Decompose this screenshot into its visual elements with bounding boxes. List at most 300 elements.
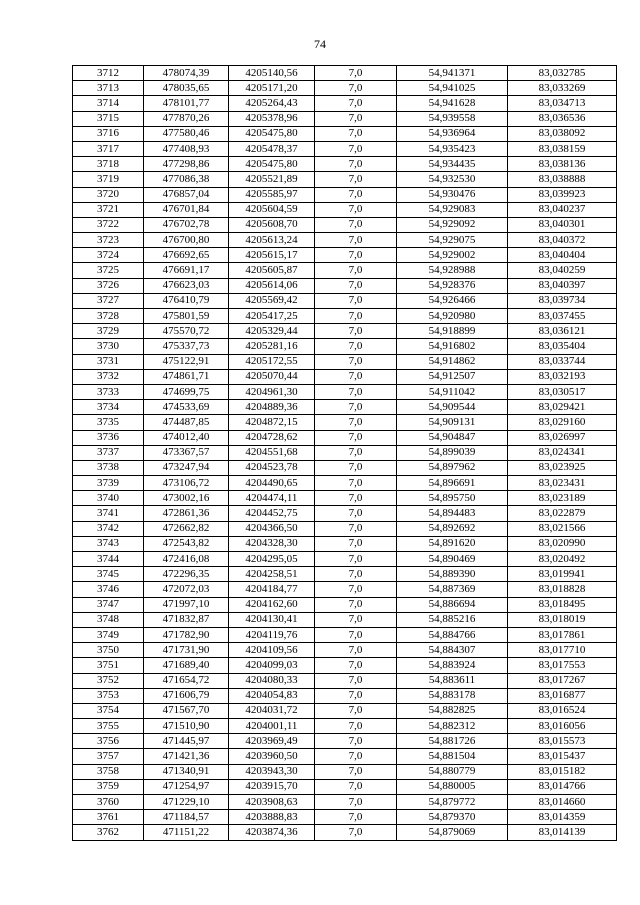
height-cell: 7,0	[315, 825, 397, 840]
table-row	[73, 567, 617, 582]
y-coordinate-cell: 4204728,62	[229, 430, 315, 445]
point-number-cell: 3758	[73, 764, 144, 779]
point-number-cell: 3722	[73, 217, 144, 232]
point-number-cell: 3753	[73, 688, 144, 703]
table-row	[73, 324, 617, 339]
latitude-cell: 54,935423	[397, 141, 508, 156]
y-coordinate-cell: 4204452,75	[229, 506, 315, 521]
longitude-cell: 83,040372	[508, 233, 617, 248]
point-number-cell: 3735	[73, 415, 144, 430]
point-number-cell: 3748	[73, 612, 144, 627]
longitude-cell: 83,040397	[508, 278, 617, 293]
longitude-cell: 83,015573	[508, 734, 617, 749]
height-cell: 7,0	[315, 795, 397, 810]
height-cell: 7,0	[315, 521, 397, 536]
latitude-cell: 54,883611	[397, 673, 508, 688]
table-row	[73, 400, 617, 415]
table-row	[73, 476, 617, 491]
table-row	[73, 764, 617, 779]
y-coordinate-cell: 4204551,68	[229, 445, 315, 460]
table-row	[73, 810, 617, 825]
y-coordinate-cell: 4204474,11	[229, 491, 315, 506]
latitude-cell: 54,886694	[397, 597, 508, 612]
y-coordinate-cell: 4204099,03	[229, 658, 315, 673]
x-coordinate-cell: 472072,03	[144, 582, 229, 597]
x-coordinate-cell: 471782,90	[144, 627, 229, 642]
height-cell: 7,0	[315, 172, 397, 187]
height-cell: 7,0	[315, 248, 397, 263]
longitude-cell: 83,040237	[508, 202, 617, 217]
height-cell: 7,0	[315, 141, 397, 156]
x-coordinate-cell: 471997,10	[144, 597, 229, 612]
y-coordinate-cell: 4205608,70	[229, 217, 315, 232]
y-coordinate-cell: 4205329,44	[229, 324, 315, 339]
point-number-cell: 3721	[73, 202, 144, 217]
height-cell: 7,0	[315, 582, 397, 597]
point-number-cell: 3736	[73, 430, 144, 445]
point-number-cell: 3740	[73, 491, 144, 506]
longitude-cell: 83,038136	[508, 157, 617, 172]
point-number-cell: 3719	[73, 172, 144, 187]
longitude-cell: 83,016877	[508, 688, 617, 703]
table-row	[73, 536, 617, 551]
y-coordinate-cell: 4205475,80	[229, 157, 315, 172]
y-coordinate-cell: 4205614,06	[229, 278, 315, 293]
table-row	[73, 627, 617, 642]
height-cell: 7,0	[315, 491, 397, 506]
latitude-cell: 54,881504	[397, 749, 508, 764]
longitude-cell: 83,023925	[508, 460, 617, 475]
y-coordinate-cell: 4205140,56	[229, 66, 315, 81]
table-row	[73, 263, 617, 278]
y-coordinate-cell: 4204130,41	[229, 612, 315, 627]
x-coordinate-cell: 473367,57	[144, 445, 229, 460]
longitude-cell: 83,029160	[508, 415, 617, 430]
x-coordinate-cell: 471731,90	[144, 643, 229, 658]
point-number-cell: 3759	[73, 779, 144, 794]
point-number-cell: 3718	[73, 157, 144, 172]
height-cell: 7,0	[315, 719, 397, 734]
longitude-cell: 83,039923	[508, 187, 617, 202]
latitude-cell: 54,879772	[397, 795, 508, 810]
longitude-cell: 83,023189	[508, 491, 617, 506]
longitude-cell: 83,017267	[508, 673, 617, 688]
point-number-cell: 3738	[73, 460, 144, 475]
latitude-cell: 54,890469	[397, 552, 508, 567]
longitude-cell: 83,018019	[508, 612, 617, 627]
table-row	[73, 795, 617, 810]
height-cell: 7,0	[315, 460, 397, 475]
height-cell: 7,0	[315, 597, 397, 612]
height-cell: 7,0	[315, 552, 397, 567]
x-coordinate-cell: 472861,36	[144, 506, 229, 521]
y-coordinate-cell: 4204119,76	[229, 627, 315, 642]
x-coordinate-cell: 477870,26	[144, 111, 229, 126]
latitude-cell: 54,882825	[397, 703, 508, 718]
longitude-cell: 83,016524	[508, 703, 617, 718]
table-row	[73, 217, 617, 232]
height-cell: 7,0	[315, 476, 397, 491]
latitude-cell: 54,929075	[397, 233, 508, 248]
longitude-cell: 83,040301	[508, 217, 617, 232]
x-coordinate-cell: 475570,72	[144, 324, 229, 339]
table-row	[73, 612, 617, 627]
table-row	[73, 111, 617, 126]
height-cell: 7,0	[315, 309, 397, 324]
x-coordinate-cell: 474487,85	[144, 415, 229, 430]
height-cell: 7,0	[315, 764, 397, 779]
point-number-cell: 3739	[73, 476, 144, 491]
latitude-cell: 54,930476	[397, 187, 508, 202]
y-coordinate-cell: 4204328,30	[229, 536, 315, 551]
table-row	[73, 491, 617, 506]
longitude-cell: 83,030517	[508, 384, 617, 399]
table-row	[73, 157, 617, 172]
point-number-cell: 3743	[73, 536, 144, 551]
y-coordinate-cell: 4203969,49	[229, 734, 315, 749]
point-number-cell: 3757	[73, 749, 144, 764]
point-number-cell: 3746	[73, 582, 144, 597]
height-cell: 7,0	[315, 66, 397, 81]
x-coordinate-cell: 473106,72	[144, 476, 229, 491]
point-number-cell: 3744	[73, 552, 144, 567]
latitude-cell: 54,909544	[397, 400, 508, 415]
y-coordinate-cell: 4204295,05	[229, 552, 315, 567]
point-number-cell: 3712	[73, 66, 144, 81]
latitude-cell: 54,880779	[397, 764, 508, 779]
x-coordinate-cell: 474699,75	[144, 384, 229, 399]
x-coordinate-cell: 476857,04	[144, 187, 229, 202]
y-coordinate-cell: 4204366,50	[229, 521, 315, 536]
latitude-cell: 54,891620	[397, 536, 508, 551]
latitude-cell: 54,911042	[397, 384, 508, 399]
y-coordinate-cell: 4205417,25	[229, 309, 315, 324]
point-number-cell: 3737	[73, 445, 144, 460]
height-cell: 7,0	[315, 233, 397, 248]
longitude-cell: 83,024341	[508, 445, 617, 460]
x-coordinate-cell: 475122,91	[144, 354, 229, 369]
longitude-cell: 83,040404	[508, 248, 617, 263]
x-coordinate-cell: 471421,36	[144, 749, 229, 764]
point-number-cell: 3732	[73, 369, 144, 384]
point-number-cell: 3725	[73, 263, 144, 278]
point-number-cell: 3717	[73, 141, 144, 156]
table-row	[73, 202, 617, 217]
longitude-cell: 83,036536	[508, 111, 617, 126]
height-cell: 7,0	[315, 278, 397, 293]
table-row	[73, 96, 617, 111]
table-row	[73, 703, 617, 718]
y-coordinate-cell: 4204258,51	[229, 567, 315, 582]
y-coordinate-cell: 4204872,15	[229, 415, 315, 430]
point-number-cell: 3745	[73, 567, 144, 582]
longitude-cell: 83,014139	[508, 825, 617, 840]
y-coordinate-cell: 4204490,65	[229, 476, 315, 491]
y-coordinate-cell: 4204080,33	[229, 673, 315, 688]
longitude-cell: 83,038888	[508, 172, 617, 187]
latitude-cell: 54,929002	[397, 248, 508, 263]
height-cell: 7,0	[315, 369, 397, 384]
longitude-cell: 83,038159	[508, 141, 617, 156]
height-cell: 7,0	[315, 384, 397, 399]
height-cell: 7,0	[315, 111, 397, 126]
x-coordinate-cell: 472543,82	[144, 536, 229, 551]
longitude-cell: 83,017553	[508, 658, 617, 673]
longitude-cell: 83,016056	[508, 719, 617, 734]
longitude-cell: 83,032785	[508, 66, 617, 81]
latitude-cell: 54,916802	[397, 339, 508, 354]
x-coordinate-cell: 471254,97	[144, 779, 229, 794]
table-row	[73, 552, 617, 567]
x-coordinate-cell: 476692,65	[144, 248, 229, 263]
point-number-cell: 3720	[73, 187, 144, 202]
x-coordinate-cell: 474861,71	[144, 369, 229, 384]
y-coordinate-cell: 4203960,50	[229, 749, 315, 764]
point-number-cell: 3714	[73, 96, 144, 111]
point-number-cell: 3729	[73, 324, 144, 339]
x-coordinate-cell: 471510,90	[144, 719, 229, 734]
point-number-cell: 3754	[73, 703, 144, 718]
longitude-cell: 83,017710	[508, 643, 617, 658]
y-coordinate-cell: 4205478,37	[229, 141, 315, 156]
coordinates-table	[72, 65, 617, 841]
table-row	[73, 248, 617, 263]
height-cell: 7,0	[315, 157, 397, 172]
table-row	[73, 719, 617, 734]
longitude-cell: 83,020990	[508, 536, 617, 551]
table-row	[73, 582, 617, 597]
y-coordinate-cell: 4205172,55	[229, 354, 315, 369]
x-coordinate-cell: 476691,17	[144, 263, 229, 278]
latitude-cell: 54,897962	[397, 460, 508, 475]
x-coordinate-cell: 472416,08	[144, 552, 229, 567]
latitude-cell: 54,894483	[397, 506, 508, 521]
table-row	[73, 734, 617, 749]
latitude-cell: 54,883924	[397, 658, 508, 673]
latitude-cell: 54,880005	[397, 779, 508, 794]
table-row	[73, 384, 617, 399]
longitude-cell: 83,033269	[508, 81, 617, 96]
height-cell: 7,0	[315, 627, 397, 642]
latitude-cell: 54,918899	[397, 324, 508, 339]
latitude-cell: 54,929083	[397, 202, 508, 217]
x-coordinate-cell: 478035,65	[144, 81, 229, 96]
x-coordinate-cell: 476701,84	[144, 202, 229, 217]
point-number-cell: 3728	[73, 309, 144, 324]
longitude-cell: 83,015182	[508, 764, 617, 779]
latitude-cell: 54,879069	[397, 825, 508, 840]
height-cell: 7,0	[315, 339, 397, 354]
height-cell: 7,0	[315, 354, 397, 369]
x-coordinate-cell: 471184,57	[144, 810, 229, 825]
height-cell: 7,0	[315, 536, 397, 551]
table-row	[73, 688, 617, 703]
y-coordinate-cell: 4205475,80	[229, 126, 315, 141]
height-cell: 7,0	[315, 688, 397, 703]
longitude-cell: 83,039734	[508, 293, 617, 308]
y-coordinate-cell: 4205378,96	[229, 111, 315, 126]
y-coordinate-cell: 4203908,63	[229, 795, 315, 810]
table-row	[73, 369, 617, 384]
y-coordinate-cell: 4204184,77	[229, 582, 315, 597]
y-coordinate-cell: 4204961,30	[229, 384, 315, 399]
y-coordinate-cell: 4203874,36	[229, 825, 315, 840]
point-number-cell: 3761	[73, 810, 144, 825]
coordinates-table-body	[73, 66, 617, 841]
point-number-cell: 3749	[73, 627, 144, 642]
latitude-cell: 54,904847	[397, 430, 508, 445]
table-row	[73, 278, 617, 293]
longitude-cell: 83,033744	[508, 354, 617, 369]
point-number-cell: 3750	[73, 643, 144, 658]
y-coordinate-cell: 4204109,56	[229, 643, 315, 658]
x-coordinate-cell: 472662,82	[144, 521, 229, 536]
table-row	[73, 66, 617, 81]
height-cell: 7,0	[315, 126, 397, 141]
point-number-cell: 3733	[73, 384, 144, 399]
latitude-cell: 54,934435	[397, 157, 508, 172]
point-number-cell: 3734	[73, 400, 144, 415]
latitude-cell: 54,928988	[397, 263, 508, 278]
latitude-cell: 54,883178	[397, 688, 508, 703]
longitude-cell: 83,037455	[508, 309, 617, 324]
latitude-cell: 54,881726	[397, 734, 508, 749]
x-coordinate-cell: 476410,79	[144, 293, 229, 308]
point-number-cell: 3731	[73, 354, 144, 369]
height-cell: 7,0	[315, 567, 397, 582]
table-row	[73, 779, 617, 794]
point-number-cell: 3713	[73, 81, 144, 96]
height-cell: 7,0	[315, 430, 397, 445]
latitude-cell: 54,885216	[397, 612, 508, 627]
table-row	[73, 187, 617, 202]
y-coordinate-cell: 4205585,97	[229, 187, 315, 202]
point-number-cell: 3741	[73, 506, 144, 521]
height-cell: 7,0	[315, 506, 397, 521]
point-number-cell: 3727	[73, 293, 144, 308]
table-row	[73, 658, 617, 673]
longitude-cell: 83,017861	[508, 627, 617, 642]
point-number-cell: 3724	[73, 248, 144, 263]
table-row	[73, 825, 617, 840]
height-cell: 7,0	[315, 263, 397, 278]
height-cell: 7,0	[315, 734, 397, 749]
height-cell: 7,0	[315, 324, 397, 339]
latitude-cell: 54,892692	[397, 521, 508, 536]
longitude-cell: 83,014660	[508, 795, 617, 810]
x-coordinate-cell: 471606,79	[144, 688, 229, 703]
y-coordinate-cell: 4204001,11	[229, 719, 315, 734]
longitude-cell: 83,038092	[508, 126, 617, 141]
latitude-cell: 54,936964	[397, 126, 508, 141]
x-coordinate-cell: 477298,86	[144, 157, 229, 172]
height-cell: 7,0	[315, 293, 397, 308]
longitude-cell: 83,022879	[508, 506, 617, 521]
table-row	[73, 597, 617, 612]
height-cell: 7,0	[315, 703, 397, 718]
height-cell: 7,0	[315, 415, 397, 430]
y-coordinate-cell: 4205281,16	[229, 339, 315, 354]
y-coordinate-cell: 4205264,43	[229, 96, 315, 111]
table-row	[73, 339, 617, 354]
table-row	[73, 643, 617, 658]
x-coordinate-cell: 475801,59	[144, 309, 229, 324]
x-coordinate-cell: 475337,73	[144, 339, 229, 354]
height-cell: 7,0	[315, 217, 397, 232]
latitude-cell: 54,899039	[397, 445, 508, 460]
latitude-cell: 54,941025	[397, 81, 508, 96]
longitude-cell: 83,036121	[508, 324, 617, 339]
latitude-cell: 54,882312	[397, 719, 508, 734]
x-coordinate-cell: 471151,22	[144, 825, 229, 840]
latitude-cell: 54,941628	[397, 96, 508, 111]
y-coordinate-cell: 4205569,42	[229, 293, 315, 308]
y-coordinate-cell: 4204031,72	[229, 703, 315, 718]
point-number-cell: 3752	[73, 673, 144, 688]
x-coordinate-cell: 471445,97	[144, 734, 229, 749]
longitude-cell: 83,029421	[508, 400, 617, 415]
longitude-cell: 83,034713	[508, 96, 617, 111]
height-cell: 7,0	[315, 612, 397, 627]
latitude-cell: 54,939558	[397, 111, 508, 126]
latitude-cell: 54,909131	[397, 415, 508, 430]
latitude-cell: 54,896691	[397, 476, 508, 491]
x-coordinate-cell: 478074,39	[144, 66, 229, 81]
y-coordinate-cell: 4205070,44	[229, 369, 315, 384]
height-cell: 7,0	[315, 810, 397, 825]
x-coordinate-cell: 476700,80	[144, 233, 229, 248]
x-coordinate-cell: 477408,93	[144, 141, 229, 156]
point-number-cell: 3715	[73, 111, 144, 126]
longitude-cell: 83,020492	[508, 552, 617, 567]
latitude-cell: 54,912507	[397, 369, 508, 384]
longitude-cell: 83,014359	[508, 810, 617, 825]
latitude-cell: 54,920980	[397, 309, 508, 324]
x-coordinate-cell: 476623,03	[144, 278, 229, 293]
page-number: 74	[314, 37, 326, 51]
table-row	[73, 293, 617, 308]
latitude-cell: 54,884766	[397, 627, 508, 642]
longitude-cell: 83,014766	[508, 779, 617, 794]
x-coordinate-cell: 471229,10	[144, 795, 229, 810]
height-cell: 7,0	[315, 749, 397, 764]
table-row	[73, 172, 617, 187]
x-coordinate-cell: 471340,91	[144, 764, 229, 779]
x-coordinate-cell: 473247,94	[144, 460, 229, 475]
table-row	[73, 506, 617, 521]
longitude-cell: 83,040259	[508, 263, 617, 278]
x-coordinate-cell: 471567,70	[144, 703, 229, 718]
x-coordinate-cell: 471654,72	[144, 673, 229, 688]
y-coordinate-cell: 4204889,36	[229, 400, 315, 415]
point-number-cell: 3756	[73, 734, 144, 749]
height-cell: 7,0	[315, 643, 397, 658]
table-row	[73, 141, 617, 156]
latitude-cell: 54,914862	[397, 354, 508, 369]
height-cell: 7,0	[315, 202, 397, 217]
latitude-cell: 54,887369	[397, 582, 508, 597]
y-coordinate-cell: 4205605,87	[229, 263, 315, 278]
point-number-cell: 3755	[73, 719, 144, 734]
point-number-cell: 3723	[73, 233, 144, 248]
y-coordinate-cell: 4203915,70	[229, 779, 315, 794]
x-coordinate-cell: 471832,87	[144, 612, 229, 627]
height-cell: 7,0	[315, 779, 397, 794]
table-row	[73, 460, 617, 475]
y-coordinate-cell: 4203888,83	[229, 810, 315, 825]
longitude-cell: 83,019941	[508, 567, 617, 582]
table-row	[73, 445, 617, 460]
